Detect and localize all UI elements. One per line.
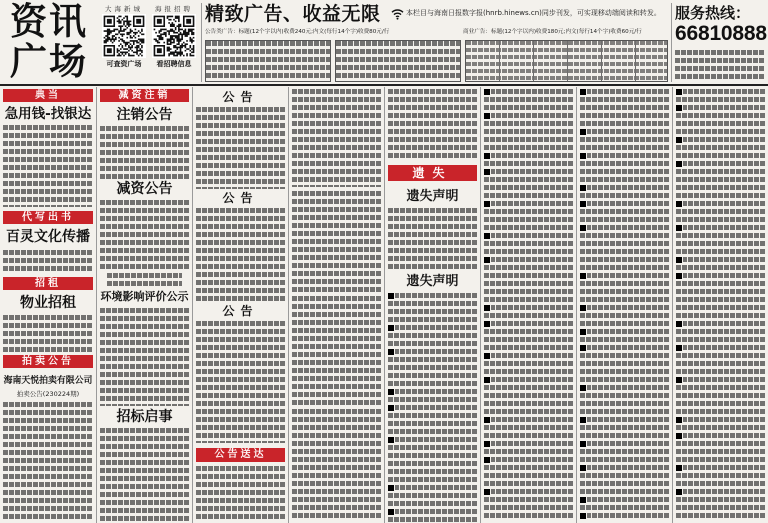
notice-body-service — [196, 466, 285, 521]
column-7 — [576, 87, 672, 523]
notice-item — [676, 417, 765, 430]
bullet-square — [484, 441, 490, 447]
wifi-arc-inner — [396, 16, 399, 17]
notice-item — [484, 113, 573, 150]
notice-item — [484, 169, 573, 198]
header-divider — [201, 3, 202, 82]
bullet-square — [388, 509, 394, 515]
notice-item — [676, 257, 765, 270]
notice-item — [388, 349, 477, 386]
qr-modules — [154, 16, 195, 57]
bullet-square — [676, 417, 682, 423]
bullet-square — [484, 233, 490, 239]
notice-item — [676, 433, 765, 462]
bullet-square — [580, 513, 586, 519]
lost-item-list — [484, 89, 573, 521]
qr-block-2 — [150, 5, 198, 69]
bullet-square — [676, 137, 682, 143]
notice-item — [676, 489, 765, 518]
notice-item — [580, 273, 669, 302]
bullet-square — [676, 377, 682, 383]
bullet-square — [580, 185, 586, 191]
notice-item — [580, 513, 669, 521]
notice-item — [580, 417, 669, 438]
notice-item — [484, 321, 573, 350]
notice-item — [484, 305, 573, 318]
bullet-square — [676, 201, 682, 207]
qr-caption-bottom: 看招聘信息 — [156, 60, 192, 68]
bullet-square — [676, 89, 682, 95]
notice-item — [580, 153, 669, 182]
notice-item — [580, 441, 669, 462]
bullet-square — [580, 129, 586, 135]
bullet-square — [580, 441, 586, 447]
ad-title-rental: 物业招租 — [20, 295, 76, 311]
notice-title-eia: 环境影响评价公示 — [100, 290, 189, 303]
bullet-square — [484, 417, 490, 423]
qr-caption-bottom: 可查资广场 — [106, 60, 142, 68]
bullet-square — [484, 321, 490, 327]
notice-item — [388, 405, 477, 434]
hotline-note — [675, 50, 765, 81]
notice-title-3: 公告 — [222, 304, 259, 318]
notice-item — [484, 89, 573, 110]
bullet-square — [484, 153, 490, 159]
wifi-arc-middle — [394, 13, 401, 14]
bullet-square — [484, 353, 490, 359]
bullet-square — [580, 345, 586, 351]
bullet-square — [580, 273, 586, 279]
bullet-square — [388, 349, 394, 355]
notice-item — [676, 137, 765, 158]
notice-item — [580, 385, 669, 414]
notice-body-eia — [100, 308, 189, 406]
notice-item — [484, 457, 573, 486]
notice-item — [388, 437, 477, 482]
notice-body-capital-reduction — [100, 200, 189, 269]
sync-notice: 本栏目与海南日报数字报(hnrb.hinews.cn)同步刊发，可实现移动端阅读和转发。 — [406, 9, 661, 17]
bullet-square — [388, 485, 394, 491]
contact-table-right — [465, 40, 668, 82]
bullet-square — [484, 89, 490, 95]
notice-body — [292, 409, 381, 521]
notice-item — [580, 185, 669, 198]
lost-item-list — [580, 89, 669, 521]
notice-item — [388, 509, 477, 523]
hotline-label: 服务热线： — [675, 4, 751, 22]
bullet-square — [484, 169, 490, 175]
notice-title-cancellation: 注销公告 — [116, 107, 173, 123]
bullet-square — [580, 225, 586, 231]
ad-title-writing: 百灵文化传播 — [6, 229, 90, 245]
header-rule — [0, 84, 768, 86]
section-tag-writing: 代写出书 — [3, 211, 93, 224]
notice-item — [484, 489, 573, 521]
section-tag-rental: 招租 — [3, 277, 93, 290]
lost-item-list — [676, 89, 765, 521]
notice-body — [292, 89, 381, 187]
bullet-square — [676, 273, 682, 279]
ad-body-auction — [3, 402, 93, 521]
bullet-square — [580, 385, 586, 391]
bullet-square — [484, 113, 490, 119]
qr-code-icon — [102, 14, 146, 58]
notice-title-capital-reduction: 减资公告 — [116, 181, 173, 197]
notice-item — [580, 89, 669, 126]
wifi-icon — [391, 7, 404, 20]
notice-item — [580, 497, 669, 510]
notice-item — [580, 345, 669, 382]
notice-item — [388, 293, 477, 322]
notice-body-3 — [196, 321, 285, 443]
column-2 — [96, 87, 192, 523]
bullet-square — [580, 201, 586, 207]
notice-body-cancellation — [100, 126, 189, 179]
section-tag-auction: 拍卖公告 — [3, 355, 93, 368]
bullet-square — [484, 305, 490, 311]
notice-item — [676, 89, 765, 102]
lost-body-1 — [388, 208, 477, 269]
bullet-square — [388, 389, 394, 395]
bullet-square — [580, 153, 586, 159]
notice-item — [580, 201, 669, 222]
notice-item — [676, 273, 765, 318]
notice-item — [676, 161, 765, 198]
notice-item — [484, 353, 573, 374]
contact-table-middle — [335, 40, 461, 82]
notice-title-1: 公告 — [222, 90, 259, 104]
section-tag-service-notice: 公告送达 — [196, 448, 285, 462]
slogan: 精致广告、收益无限 — [205, 3, 381, 25]
notice-item — [676, 377, 765, 414]
ad-body-rental — [3, 315, 93, 352]
qr-block-1 — [100, 5, 148, 69]
notice-item — [484, 377, 573, 414]
bullet-square — [676, 257, 682, 263]
column-3 — [192, 87, 288, 523]
contact-table-left — [205, 40, 331, 82]
bullet-square — [388, 437, 394, 443]
notice-item — [484, 441, 573, 454]
wifi-arc-outer — [392, 10, 403, 12]
bullet-square — [676, 321, 682, 327]
ad-body-writing — [3, 250, 93, 271]
bullet-square — [676, 489, 682, 495]
notice-body — [292, 296, 381, 405]
notice-body-tender — [100, 428, 189, 521]
bullet-square — [484, 457, 490, 463]
bullet-square — [580, 465, 586, 471]
bullet-square — [484, 489, 490, 495]
bullet-square — [580, 417, 586, 423]
notice-item — [580, 225, 669, 270]
notice-body — [388, 89, 477, 161]
lost-title-2: 遗失声明 — [406, 274, 459, 289]
ad-body-pawn — [3, 125, 93, 207]
column-6 — [480, 87, 576, 523]
notice-item — [484, 257, 573, 302]
notice-item — [484, 201, 573, 230]
notice-item — [484, 153, 573, 166]
notice-item — [580, 329, 669, 342]
notice-item — [580, 305, 669, 326]
ad-title-auction: 海南天悦拍卖有限公司 — [3, 376, 93, 386]
ad-title-pawn: 急用钱-找银达 — [4, 106, 92, 122]
bullet-square — [388, 405, 394, 411]
notice-body — [292, 191, 381, 292]
rate-commercial-ads: 商业广告：标题(12个字以内)收费180元;内文(每行14个字)收费60元/行 — [463, 29, 642, 35]
column-1 — [0, 87, 96, 523]
column-8 — [672, 87, 768, 523]
bullet-square — [580, 497, 586, 503]
bullet-square — [676, 345, 682, 351]
qr-code-icon — [152, 14, 196, 58]
notice-body-2 — [196, 208, 285, 301]
lost-title-1: 遗失声明 — [406, 189, 459, 204]
wifi-dot — [397, 18, 399, 20]
section-tag-capital-reduction: 减资注销 — [100, 89, 189, 102]
section-tag-lost: 遗失 — [388, 165, 477, 181]
bullet-square — [580, 329, 586, 335]
notice-body-1 — [196, 107, 285, 189]
notice-item — [388, 325, 477, 346]
column-4 — [288, 87, 384, 523]
bullet-square — [580, 305, 586, 311]
notice-item — [484, 233, 573, 254]
notice-item — [676, 321, 765, 342]
bullet-square — [484, 377, 490, 383]
logo-text-bottom: 广场 — [10, 40, 88, 83]
notice-item — [580, 129, 669, 150]
bullet-square — [484, 257, 490, 263]
bullet-square — [388, 293, 394, 299]
section-tag-pawn: 典当 — [3, 89, 93, 102]
qr-modules — [104, 16, 145, 57]
rate-notice-ads: 公告类广告：标题(12个字以内)收费240元;内文(每行14个字)收费80元/行 — [205, 29, 390, 35]
ad-subtitle-auction: 拍卖公告(230224期) — [16, 390, 80, 398]
notice-item — [676, 201, 765, 222]
section-logo — [2, 2, 96, 82]
notice-project-line — [107, 273, 182, 286]
bullet-square — [676, 105, 682, 111]
bullet-square — [676, 433, 682, 439]
column-5 — [384, 87, 480, 523]
notice-item — [676, 225, 765, 254]
hotline-number: 66810888 — [675, 22, 767, 45]
bullet-square — [676, 161, 682, 167]
notice-item — [676, 345, 765, 374]
lost-item-list — [388, 293, 477, 523]
bullet-square — [580, 89, 586, 95]
notice-item — [580, 465, 669, 494]
qr-caption-top: 海报招聘 — [155, 5, 193, 13]
notice-title-2: 公告 — [222, 191, 259, 205]
masthead — [0, 0, 768, 85]
qr-caption-top: 大海新城 — [105, 5, 143, 13]
notice-item — [388, 485, 477, 506]
bullet-square — [388, 325, 394, 331]
notice-item — [676, 465, 765, 486]
header-divider — [671, 3, 672, 82]
logo-text-top: 资讯 — [10, 0, 88, 43]
bullet-square — [676, 225, 682, 231]
notice-item — [484, 417, 573, 438]
bullet-square — [676, 465, 682, 471]
notice-item — [676, 105, 765, 134]
notice-title-tender: 招标启事 — [116, 409, 173, 425]
notice-item — [388, 389, 477, 402]
bullet-square — [484, 201, 490, 207]
